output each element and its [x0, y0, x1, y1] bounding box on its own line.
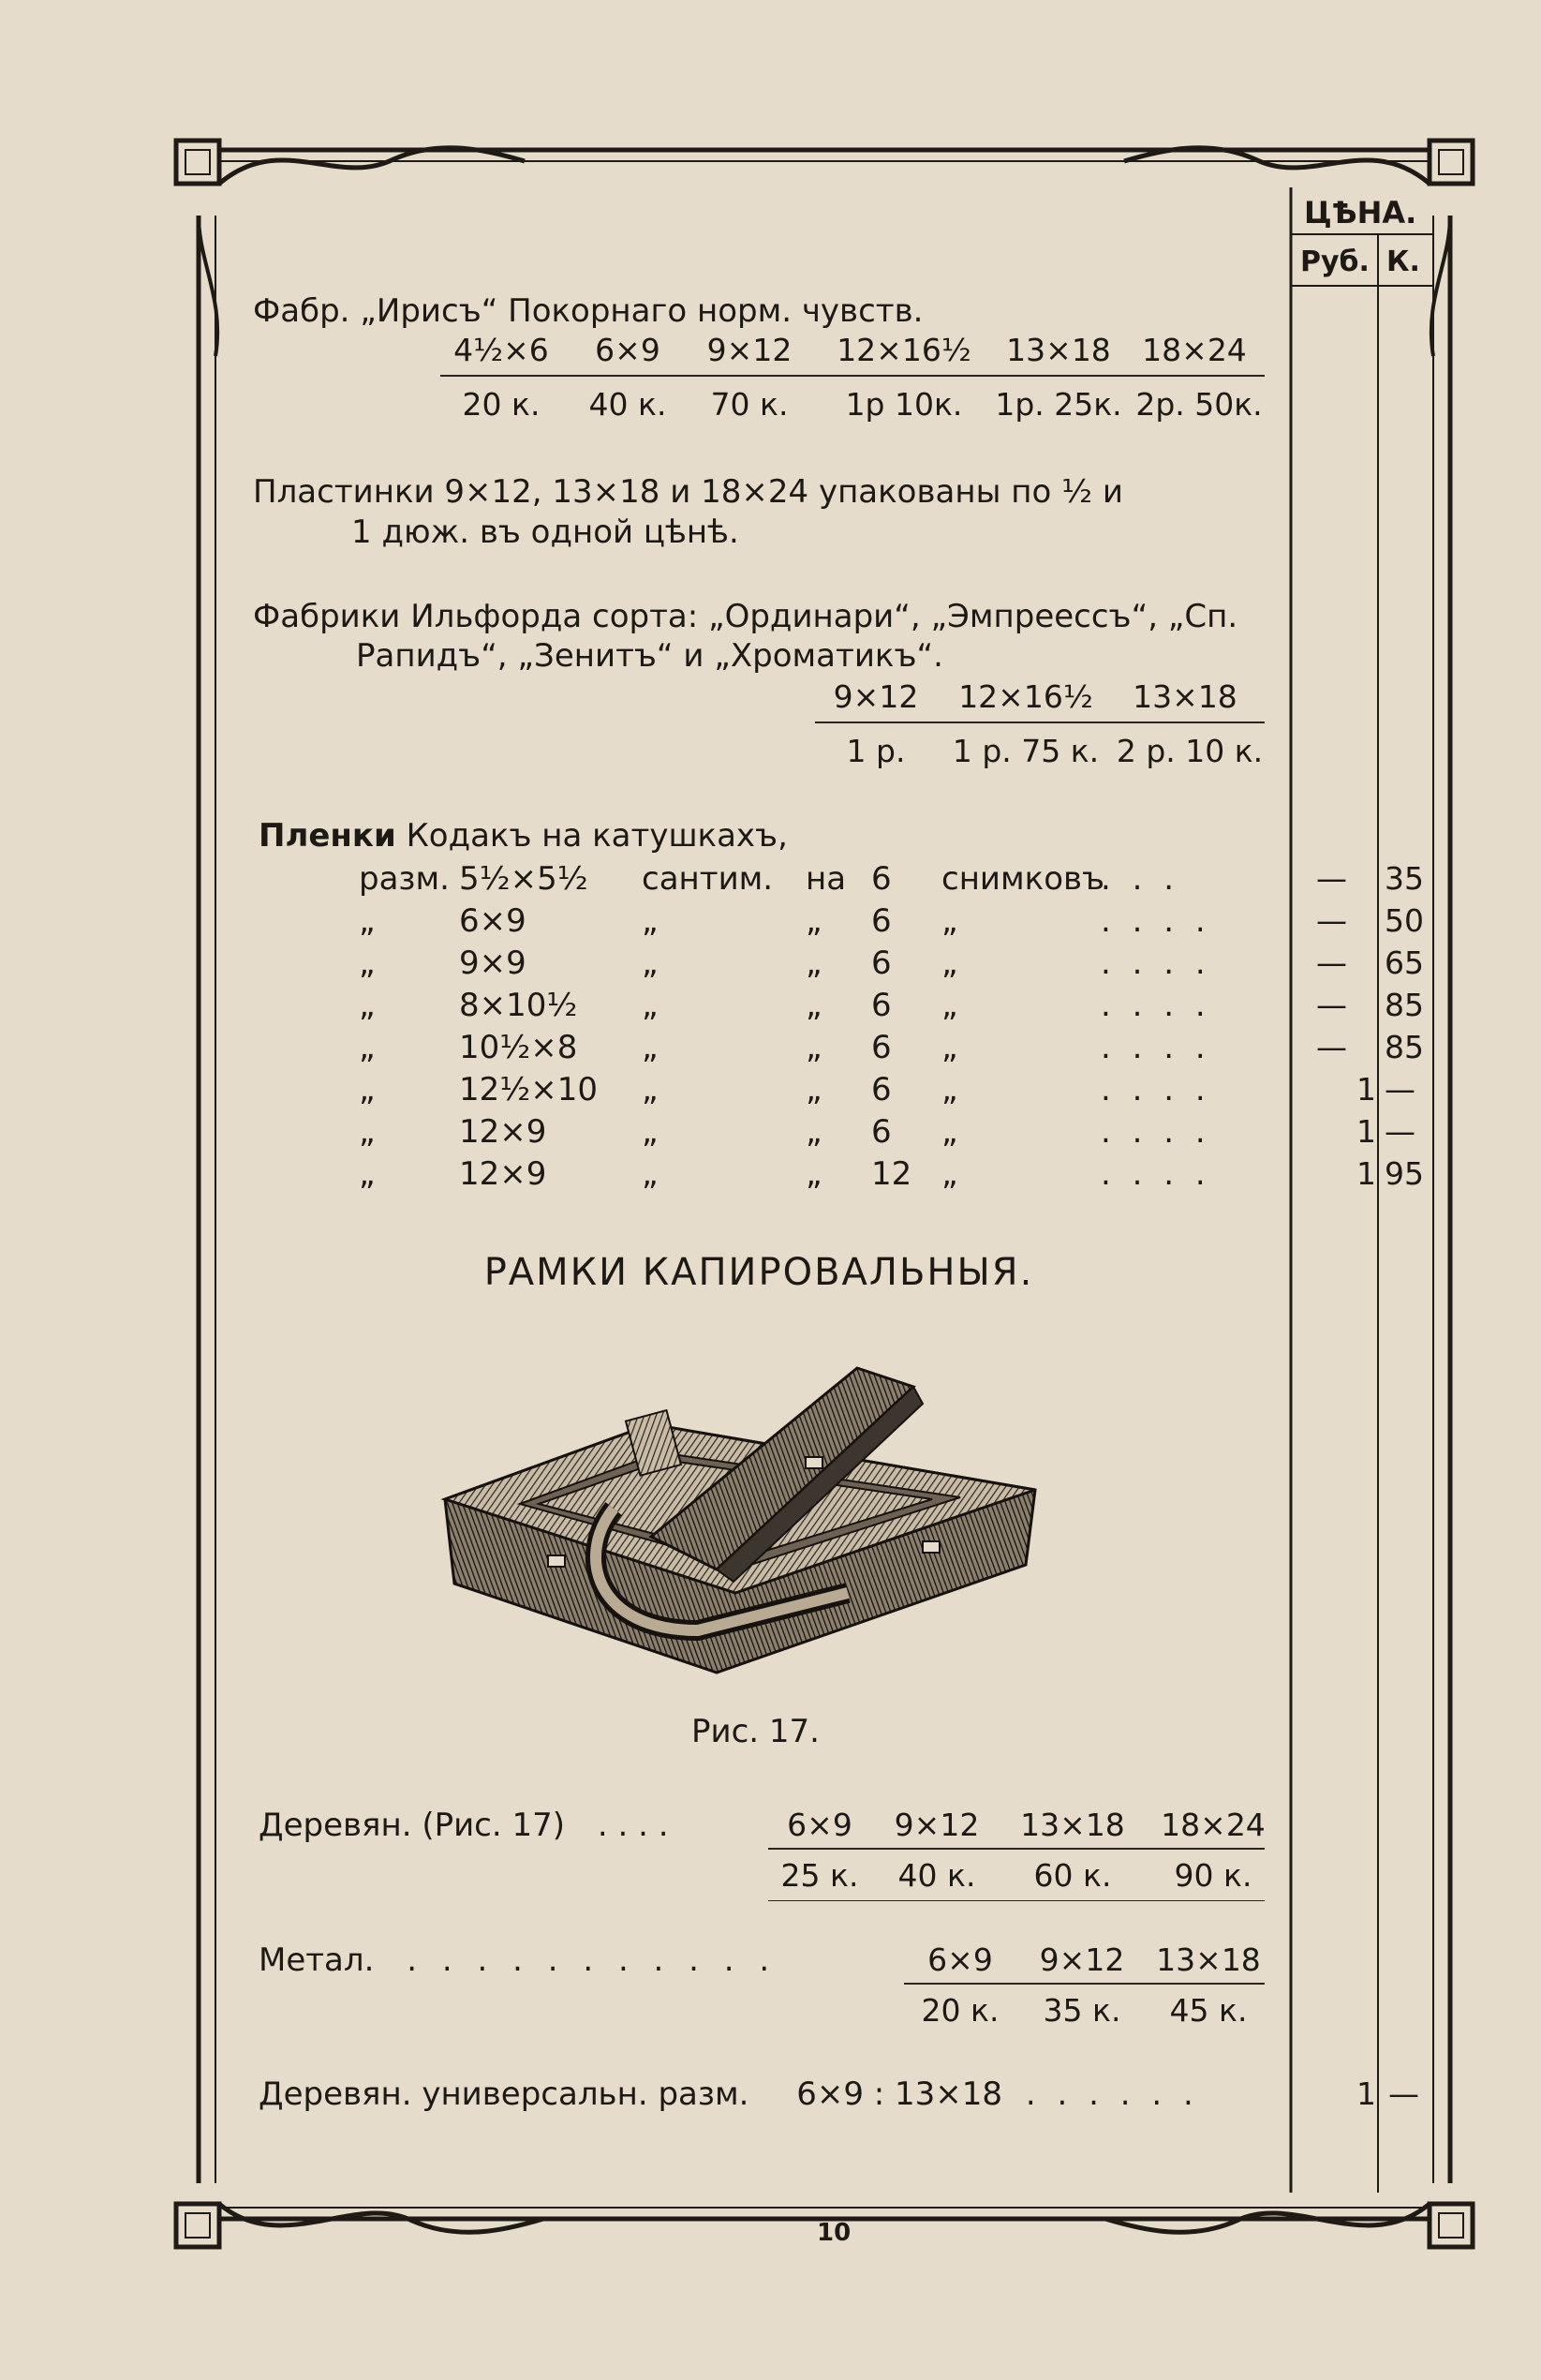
film-size: 6×9 — [459, 902, 526, 940]
film-size: 9×9 — [459, 945, 526, 982]
film-price-rub: — — [1316, 902, 1347, 939]
film-shots: „ — [941, 1155, 958, 1193]
film-count: 6 — [871, 1029, 892, 1066]
film-dots: . . . . — [1101, 1155, 1211, 1193]
iris-price: 40 к. — [588, 386, 667, 423]
metal-label: Метал. — [259, 1941, 375, 1979]
film-on: „ — [806, 1113, 822, 1151]
film-shots: „ — [941, 987, 958, 1024]
film-price-kop: — — [1385, 1113, 1415, 1150]
film-on: „ — [806, 1029, 822, 1066]
film-price-kop: 95 — [1385, 1155, 1424, 1192]
ilford-price: 2 р. 10 к. — [1116, 733, 1264, 769]
metal-size: 13×18 — [1156, 1941, 1261, 1978]
ilford-line2: Рапидъ“, „Зенитъ“ и „Хроматикъ“. — [356, 637, 943, 675]
film-dots: . . . . — [1101, 1113, 1211, 1151]
universal-label: Деревян. универсальн. разм. — [259, 2075, 749, 2113]
film-dots: . . . . — [1101, 987, 1211, 1024]
film-size: 12½×10 — [459, 1071, 598, 1108]
film-price-kop: — — [1385, 1071, 1415, 1108]
ilford-size: 12×16½ — [958, 678, 1093, 715]
wood-dots: . . . . — [597, 1807, 669, 1844]
film-count: 6 — [871, 1071, 892, 1108]
film-size: 10½×8 — [459, 1029, 578, 1066]
film-unit: „ — [642, 1155, 659, 1193]
film-size: 5½×5½ — [459, 860, 588, 898]
film-price-rub: 1 — [1356, 1071, 1376, 1108]
film-price-rub: — — [1316, 987, 1347, 1023]
film-dots: . . . . — [1101, 945, 1211, 982]
ilford-price: 1 р. 75 к. — [952, 733, 1100, 769]
film-on: „ — [806, 987, 822, 1024]
metal-size: 6×9 — [927, 1941, 993, 1978]
metal-size: 9×12 — [1039, 1941, 1125, 1978]
film-shots: снимковъ — [941, 860, 1105, 898]
film-prefix: „ — [359, 1113, 376, 1151]
iris-size: 18×24 — [1142, 332, 1247, 368]
iris-size: 9×12 — [706, 332, 793, 368]
metal-rule — [904, 1983, 1265, 1985]
iris-size: 4½×6 — [453, 332, 549, 368]
universal-rub: 1 — [1356, 2075, 1376, 2112]
film-price-kop: 85 — [1385, 987, 1424, 1023]
film-prefix: разм. — [359, 860, 450, 898]
film-shots: „ — [941, 945, 958, 982]
film-prefix: „ — [359, 1155, 376, 1193]
film-dots: . . . . — [1101, 1029, 1211, 1066]
film-unit: „ — [642, 1113, 659, 1151]
universal-kop: — — [1388, 2075, 1419, 2112]
film-unit: „ — [642, 1029, 659, 1066]
film-on: „ — [806, 1071, 822, 1108]
wood-price: 90 к. — [1174, 1857, 1252, 1894]
film-price-rub: — — [1316, 945, 1347, 981]
film-prefix: „ — [359, 1071, 376, 1108]
film-count: 6 — [871, 902, 892, 940]
film-on: „ — [806, 945, 822, 982]
price-column-header: ЦѢНА. — [1304, 195, 1417, 231]
iris-price: 20 к. — [462, 386, 541, 423]
rub-column-header: Руб. — [1300, 245, 1370, 278]
ilford-size: 13×18 — [1133, 678, 1237, 715]
film-price-rub: — — [1316, 1029, 1347, 1065]
film-price-kop: 35 — [1385, 860, 1424, 897]
metal-price: 35 к. — [1043, 1992, 1121, 2029]
iris-title: Фабр. „Ирисъ“ Покорнаго норм. чувств. — [253, 292, 924, 330]
ilford-line1: Фабрики Ильфорда сорта: „Ординари“, „Эмпреессъ“, „Сп. — [253, 598, 1238, 635]
universal-row — [259, 2075, 1199, 2113]
metal-price: 45 к. — [1169, 1992, 1248, 2029]
film-on: „ — [806, 1155, 822, 1193]
film-unit: „ — [642, 987, 659, 1024]
film-unit: „ — [642, 1071, 659, 1108]
film-on: на — [806, 860, 847, 898]
iris-size: 13×18 — [1006, 332, 1111, 368]
plates-note-line1: Пластинки 9×12, 13×18 и 18×24 упакованы по ½ и — [253, 473, 1123, 511]
film-shots: „ — [941, 1071, 958, 1108]
film-prefix: „ — [359, 902, 376, 940]
ilford-rule — [815, 721, 1265, 723]
film-price-kop: 65 — [1385, 945, 1424, 981]
film-price-kop: 85 — [1385, 1029, 1424, 1065]
iris-price: 1р. 25к. — [995, 386, 1122, 423]
film-count: 6 — [871, 945, 892, 982]
figure-caption: Рис. 17. — [691, 1713, 820, 1750]
film-unit: „ — [642, 902, 659, 940]
ilford-size: 9×12 — [833, 678, 919, 715]
film-size: 12×9 — [459, 1155, 547, 1193]
film-count: 12 — [871, 1155, 912, 1193]
films-heading-rest: Кодакъ на катушкахъ, — [406, 817, 788, 855]
film-size: 12×9 — [459, 1113, 547, 1151]
film-on: „ — [806, 902, 822, 940]
wood-size: 18×24 — [1161, 1807, 1266, 1843]
iris-price: 70 к. — [710, 386, 789, 423]
frames-title: РАМКИ КАПИРОВАЛЬНЫЯ. — [483, 1251, 1034, 1294]
kop-column-header: К. — [1386, 245, 1420, 278]
wood-bottom-rule — [768, 1900, 1265, 1901]
iris-rule — [440, 375, 1265, 377]
film-size: 8×10½ — [459, 987, 578, 1024]
wood-size: 9×12 — [894, 1807, 980, 1843]
universal-size: 6×9 : 13×18 — [796, 2075, 1003, 2113]
film-count: 6 — [871, 987, 892, 1024]
ilford-price: 1 р. — [846, 733, 906, 769]
wood-price: 25 к. — [780, 1857, 859, 1894]
film-price-kop: 50 — [1385, 902, 1424, 939]
film-dots: . . . . — [1101, 1071, 1211, 1108]
wood-size: 13×18 — [1020, 1807, 1125, 1843]
wood-frames-label — [259, 1807, 669, 1844]
films-heading — [259, 817, 788, 855]
page-number: 10 — [817, 2219, 852, 2247]
wood-size: 6×9 — [787, 1807, 852, 1843]
films-heading-word: Пленки — [259, 817, 396, 855]
iris-price: 1р 10к. — [845, 386, 963, 423]
printing-frame-illustration — [436, 1349, 1045, 1705]
plates-note-line2: 1 дюж. въ одной цѣнѣ. — [351, 513, 739, 551]
film-prefix: „ — [359, 945, 376, 982]
film-price-rub: 1 — [1356, 1113, 1376, 1150]
wood-price: 60 к. — [1033, 1857, 1112, 1894]
metal-price: 20 к. — [921, 1992, 1000, 2029]
film-shots: „ — [941, 1113, 958, 1151]
iris-size: 6×9 — [595, 332, 660, 368]
film-count: 6 — [871, 860, 892, 898]
metal-dots: . . . . . . . . . . . — [407, 1941, 778, 1979]
film-dots: . . . — [1101, 860, 1180, 898]
film-price-rub: — — [1316, 860, 1347, 897]
universal-dots: . . . . . . — [1025, 2075, 1199, 2113]
film-shots: „ — [941, 1029, 958, 1066]
wood-price: 40 к. — [897, 1857, 976, 1894]
film-dots: . . . . — [1101, 902, 1211, 940]
metal-frames-label — [259, 1941, 777, 1979]
film-price-rub: 1 — [1356, 1155, 1376, 1192]
iris-size: 12×16½ — [837, 332, 971, 368]
iris-price: 2р. 50к. — [1135, 386, 1263, 423]
wood-rule — [768, 1848, 1265, 1850]
film-prefix: „ — [359, 1029, 376, 1066]
film-count: 6 — [871, 1113, 892, 1151]
film-shots: „ — [941, 902, 958, 940]
film-unit: сантим. — [642, 860, 774, 898]
film-prefix: „ — [359, 987, 376, 1024]
film-unit: „ — [642, 945, 659, 982]
wood-label: Деревян. (Рис. 17) — [259, 1807, 566, 1844]
